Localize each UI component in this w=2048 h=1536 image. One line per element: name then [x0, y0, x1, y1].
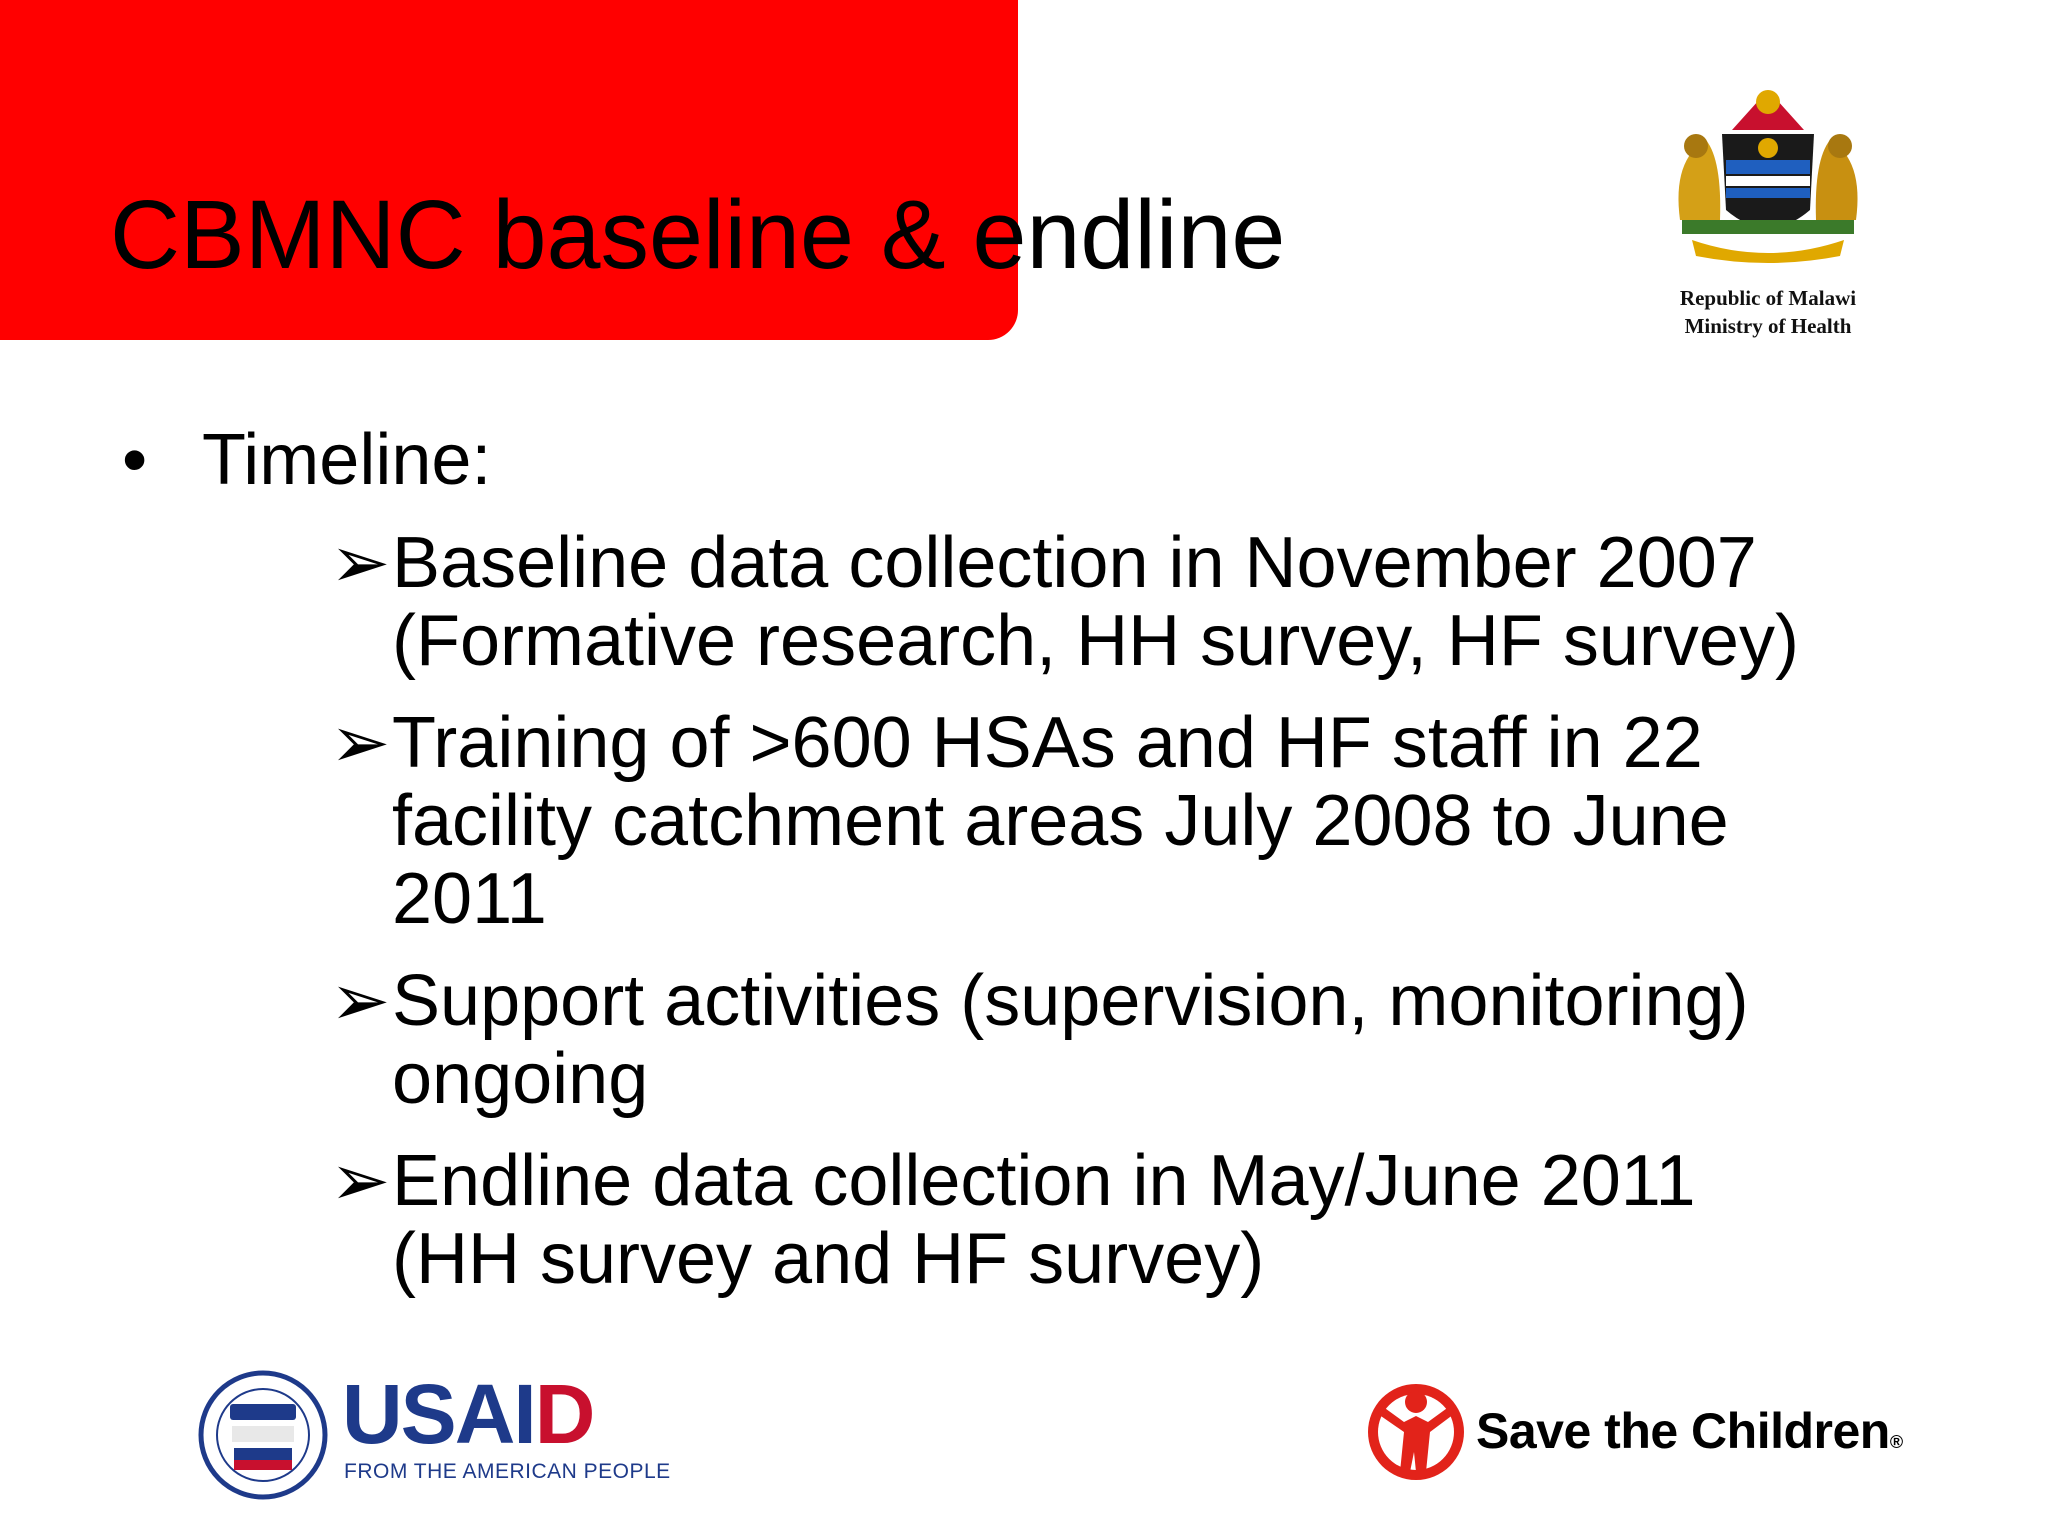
- item-line: Baseline data collection in November 2007: [392, 523, 1757, 603]
- item-line: 2011: [392, 859, 547, 939]
- item-line: ongoing: [392, 1039, 649, 1119]
- bullet-symbol: •: [122, 420, 148, 500]
- timeline-items: [330, 524, 2030, 1322]
- item-line: Training of >600 HSAs and HF staff in 22: [392, 703, 1703, 783]
- bullet-timeline: [122, 418, 491, 502]
- arrow-bullet-icon: ➢: [330, 703, 391, 783]
- crest-caption: [1600, 284, 1936, 340]
- item-line: (HH survey and HF survey): [392, 1219, 1265, 1299]
- title-accent-block: [0, 0, 1018, 340]
- usaid-wordmark: USAID: [342, 1367, 594, 1461]
- timeline-item: [330, 1142, 2030, 1298]
- usaid-tagline: FROM THE AMERICAN PEOPLE: [344, 1460, 671, 1483]
- save-the-children-figure-icon: [1364, 1372, 1468, 1484]
- crest-caption-line1: Republic of Malawi: [1679, 286, 1857, 310]
- usaid-logo: [198, 1367, 671, 1500]
- bullet-label: Timeline:: [202, 420, 492, 500]
- save-the-children-logo: [1364, 1372, 1914, 1484]
- timeline-item: [330, 524, 2030, 680]
- arrow-bullet-icon: ➢: [330, 1141, 391, 1221]
- arrow-bullet-icon: ➢: [330, 961, 391, 1041]
- item-line: Endline data collection in May/June 2011: [392, 1141, 1696, 1221]
- item-line: facility catchment areas July 2008 to June: [392, 781, 1729, 861]
- save-the-children-wordmark: Save the Children®: [1476, 1403, 1903, 1459]
- malawi-coat-of-arms-icon: [1662, 70, 1874, 270]
- timeline-item: [330, 704, 2030, 938]
- arrow-bullet-icon: ➢: [330, 523, 391, 603]
- timeline-item: [330, 962, 2030, 1118]
- item-line: (Formative research, HH survey, HF survey): [392, 601, 1799, 681]
- usaid-seal-icon: [198, 1370, 328, 1500]
- item-line: Support activities (supervision, monitoring): [392, 961, 1749, 1041]
- slide-title: CBMNC baseline & endline: [110, 180, 1286, 289]
- crest-caption-line2: Ministry of Health: [1684, 314, 1852, 338]
